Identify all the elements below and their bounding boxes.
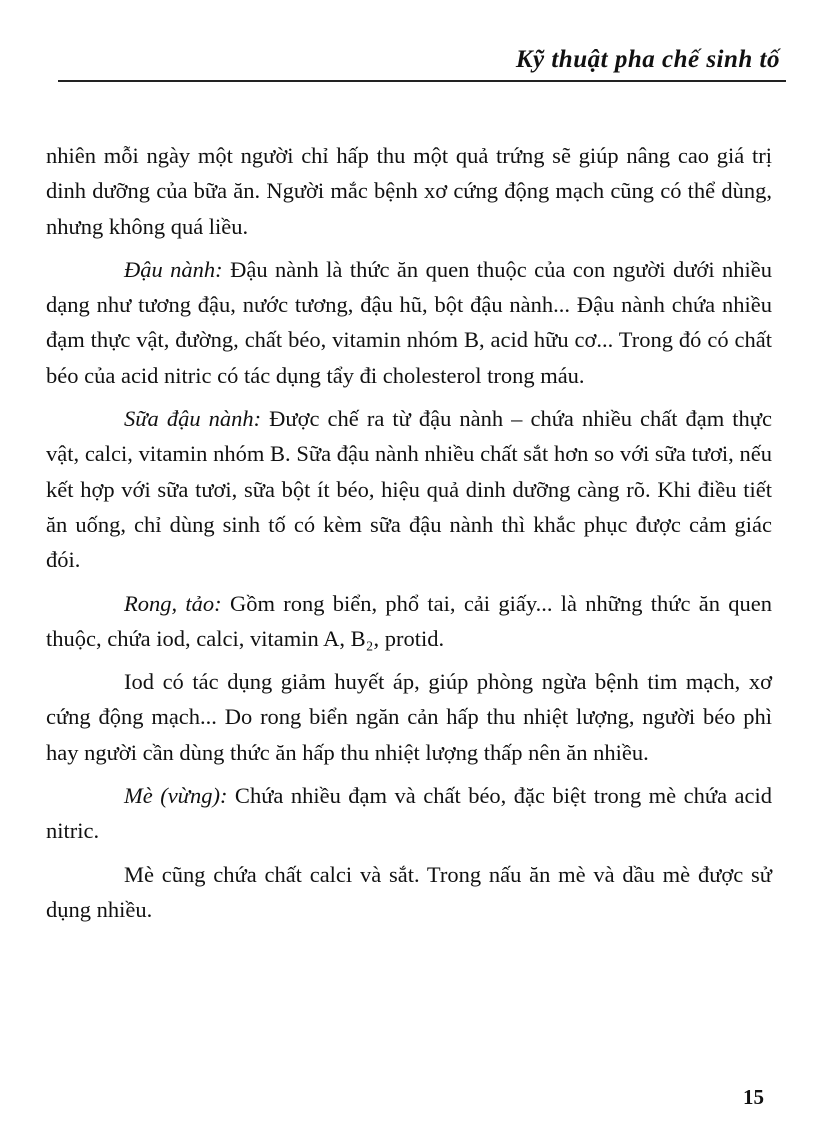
paragraph-1-text: nhiên mỗi ngày một người chỉ hấp thu một quả trứng sẽ giúp nâng cao giá trị dinh dưỡng của bữa ăn. Người mắc bệnh xơ cứng động mạch cũng có thể dùng, nhưng không quá liều. [46, 143, 772, 239]
paragraph-soybean [46, 252, 772, 393]
term-soy-milk: Sữa đậu nành: [124, 406, 262, 432]
paragraph-1 [46, 138, 772, 244]
paragraph-sesame [46, 778, 772, 849]
page-body [46, 138, 772, 935]
running-header [58, 40, 786, 82]
paragraph-seaweed [46, 586, 772, 657]
paragraph-iodine-text: Iod có tác dụng giảm huyết áp, giúp phòng ngừa bệnh tim mạch, xơ cứng động mạch... Do rong biển ngăn cản hấp thu nhiệt lượng, người béo phì hay người cần dùng thức ăn hấp thu nhiệt lượng thấp nên ăn nhiều. [46, 669, 772, 765]
page-number: 15 [743, 1085, 764, 1109]
header-title: Kỹ thuật pha chế sinh tố [515, 46, 780, 73]
paragraph-iodine [46, 664, 772, 770]
paragraph-sesame-text: Chứa nhiều đạm và chất béo, đặc biệt trong mè chứa acid nitric. [46, 783, 773, 844]
term-soybean: Đậu nành: [124, 256, 223, 282]
term-sesame: Mè (vừng): [124, 783, 228, 809]
paragraph-seaweed-text: Gồm rong biển, phổ tai, cải giấy... là những thức ăn quen thuộc, chứa iod, calci, vitamin A, B₂, protid. [46, 590, 772, 651]
paragraph-sesame-minerals-text: Mè cũng chứa chất calci và sắt. Trong nấu ăn mè và dầu mè được sử dụng nhiều. [46, 861, 772, 922]
paragraph-soybean-text: Đậu nành là thức ăn quen thuộc của con người dưới nhiều dạng như tương đậu, nước tương, đậu hũ, bột đậu nành... Đậu nành chứa nhiều đạm thực vật, đường, chất béo, vitamin nhóm B, acid hữu cơ... Trong đó có chất béo của acid nitric có tác dụng tẩy đi cholesterol trong máu. [46, 256, 772, 388]
paragraph-sesame-minerals [46, 857, 772, 928]
paragraph-soy-milk-text: Được chế ra từ đậu nành – chứa nhiều chất đạm thực vật, calci, vitamin nhóm B. Sữa đậu nành nhiều chất sắt hơn so với sữa tươi, nếu kết hợp với sữa tươi, sữa bột ít béo, hiệu quả dinh dưỡng càng rõ. Khi điều tiết ăn uống, chỉ dùng sinh tố có kèm sữa đậu nành thì khắc phục được cảm giác đói. [46, 406, 772, 573]
paragraph-soy-milk [46, 401, 772, 577]
term-seaweed: Rong, tảo: [124, 590, 222, 616]
